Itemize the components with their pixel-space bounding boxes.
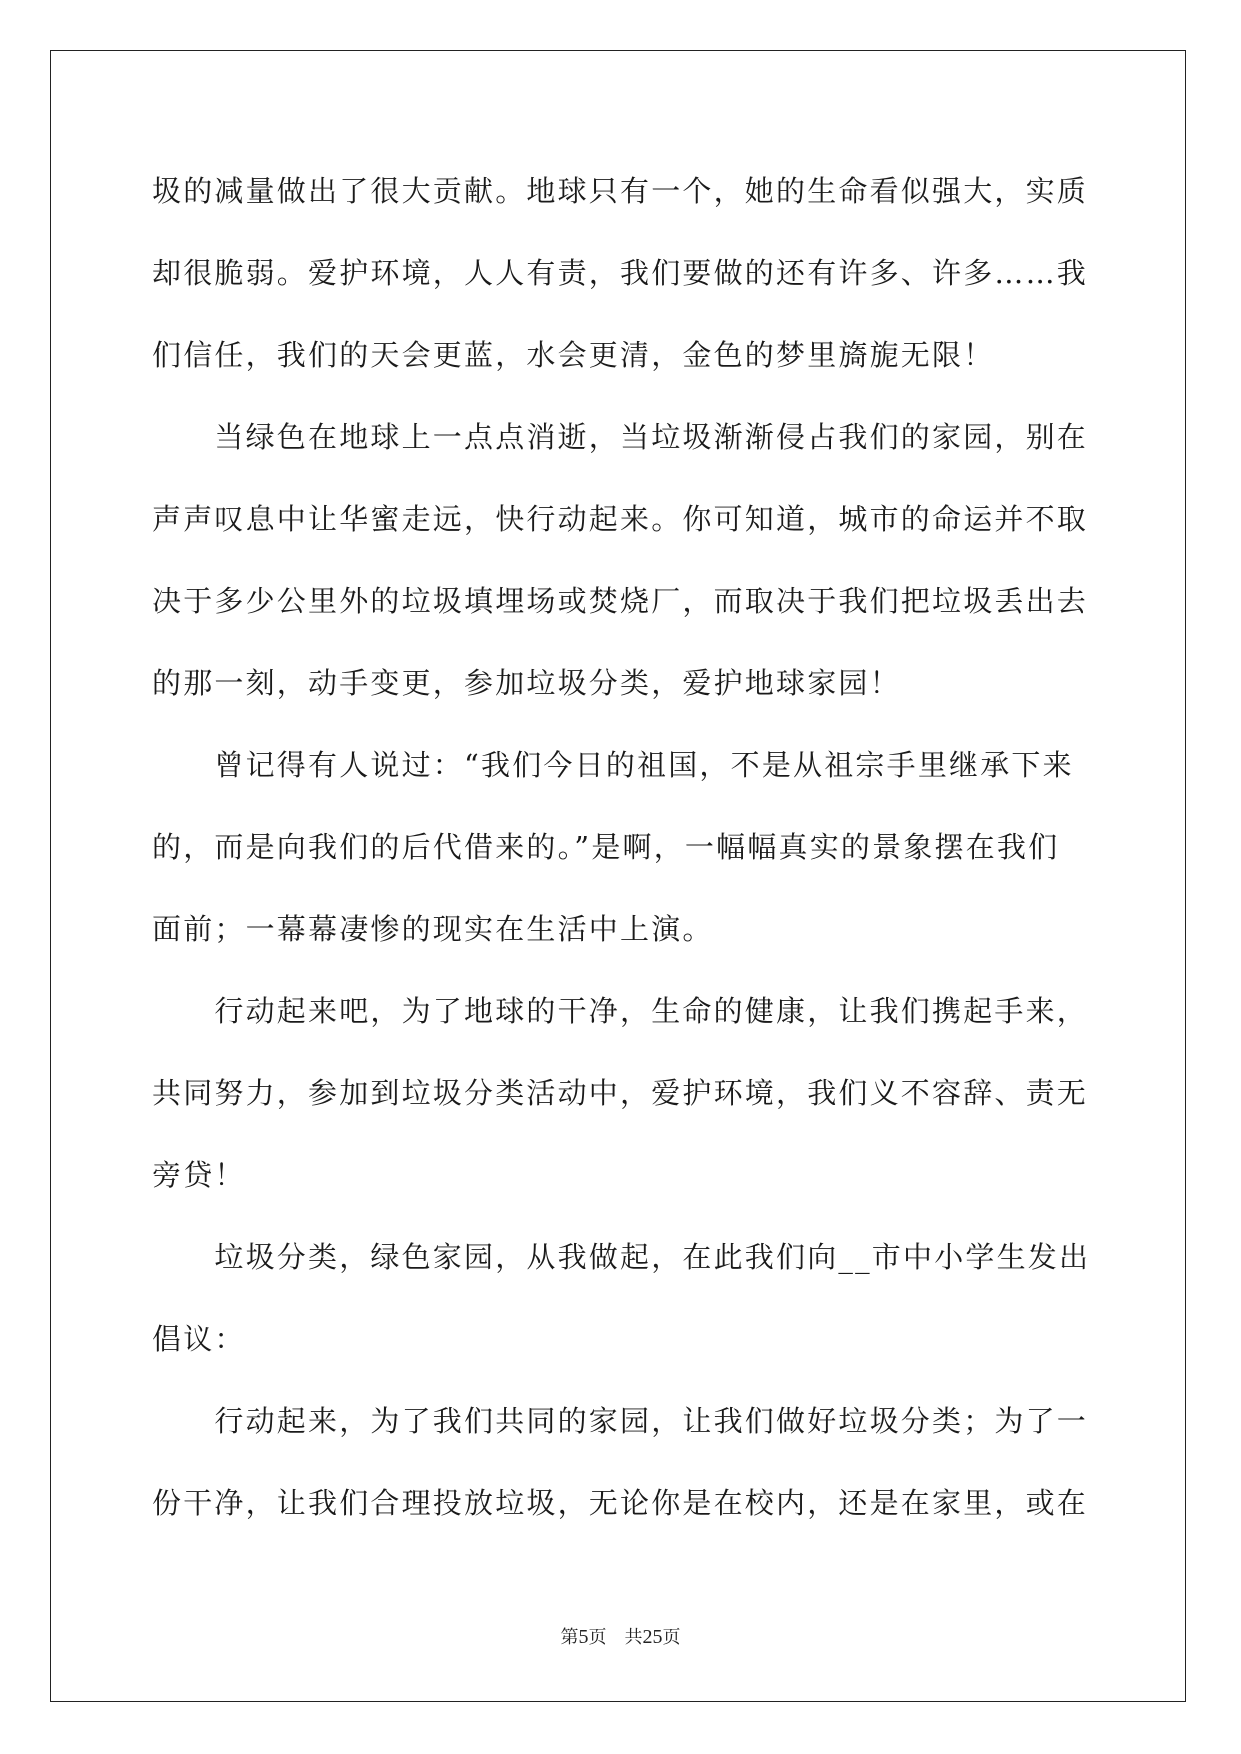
text-line: 的，而是向我们的后代借来的。”是啊，一幅幅真实的景象摆在我们 bbox=[152, 830, 1060, 864]
total-pages: 25 bbox=[642, 1626, 663, 1648]
page-footer bbox=[0, 1623, 1241, 1649]
page-label-prefix: 第 bbox=[560, 1627, 579, 1648]
total-label-prefix: 共 bbox=[624, 1627, 643, 1648]
page-border bbox=[50, 50, 1186, 1702]
text-line: 声声叹息中让华蜜走远，快行动起来。你可知道，城市的命运并不取 bbox=[152, 502, 1089, 536]
total-label-suffix: 页 bbox=[662, 1627, 681, 1648]
text-line: 却很脆弱。爱护环境，人人有责，我们要做的还有许多、许多……我 bbox=[152, 256, 1089, 290]
text-line: 共同努力，参加到垃圾分类活动中，爱护环境，我们义不容辞、责无 bbox=[152, 1076, 1089, 1110]
page-number: 5 bbox=[578, 1626, 589, 1648]
text-line: 们信任，我们的天会更蓝，水会更清，金色的梦里旖旎无限！ bbox=[152, 338, 995, 372]
text-line: 当绿色在地球上一点点消逝，当垃圾渐渐侵占我们的家园，别在 bbox=[152, 420, 1089, 454]
text-line: 垃圾分类，绿色家园，从我做起，在此我们向__市中小学生发出 bbox=[152, 1240, 1091, 1274]
text-line: 份干净，让我们合理投放垃圾，无论你是在校内，还是在家里，或在 bbox=[152, 1486, 1089, 1520]
text-line: 面前；一幕幕凄惨的现实在生活中上演。 bbox=[152, 912, 714, 946]
text-line: 旁贷！ bbox=[152, 1158, 246, 1192]
text-line: 决于多少公里外的垃圾填埋场或焚烧厂，而取决于我们把垃圾丢出去 bbox=[152, 584, 1089, 618]
text-line: 倡议： bbox=[152, 1322, 246, 1356]
text-line: 行动起来，为了我们共同的家园，让我们做好垃圾分类；为了一 bbox=[152, 1404, 1089, 1438]
text-line: 曾记得有人说过：“我们今日的祖国，不是从祖宗手里继承下来 bbox=[152, 748, 1074, 782]
text-line: 的那一刻，动手变更，参加垃圾分类，爱护地球家园！ bbox=[152, 666, 901, 700]
page-label-suffix: 页 bbox=[588, 1627, 607, 1648]
text-line: 行动起来吧，为了地球的干净，生命的健康，让我们携起手来， bbox=[152, 994, 1089, 1028]
text-line: 圾的减量做出了很大贡献。地球只有一个，她的生命看似强大，实质 bbox=[152, 174, 1089, 208]
